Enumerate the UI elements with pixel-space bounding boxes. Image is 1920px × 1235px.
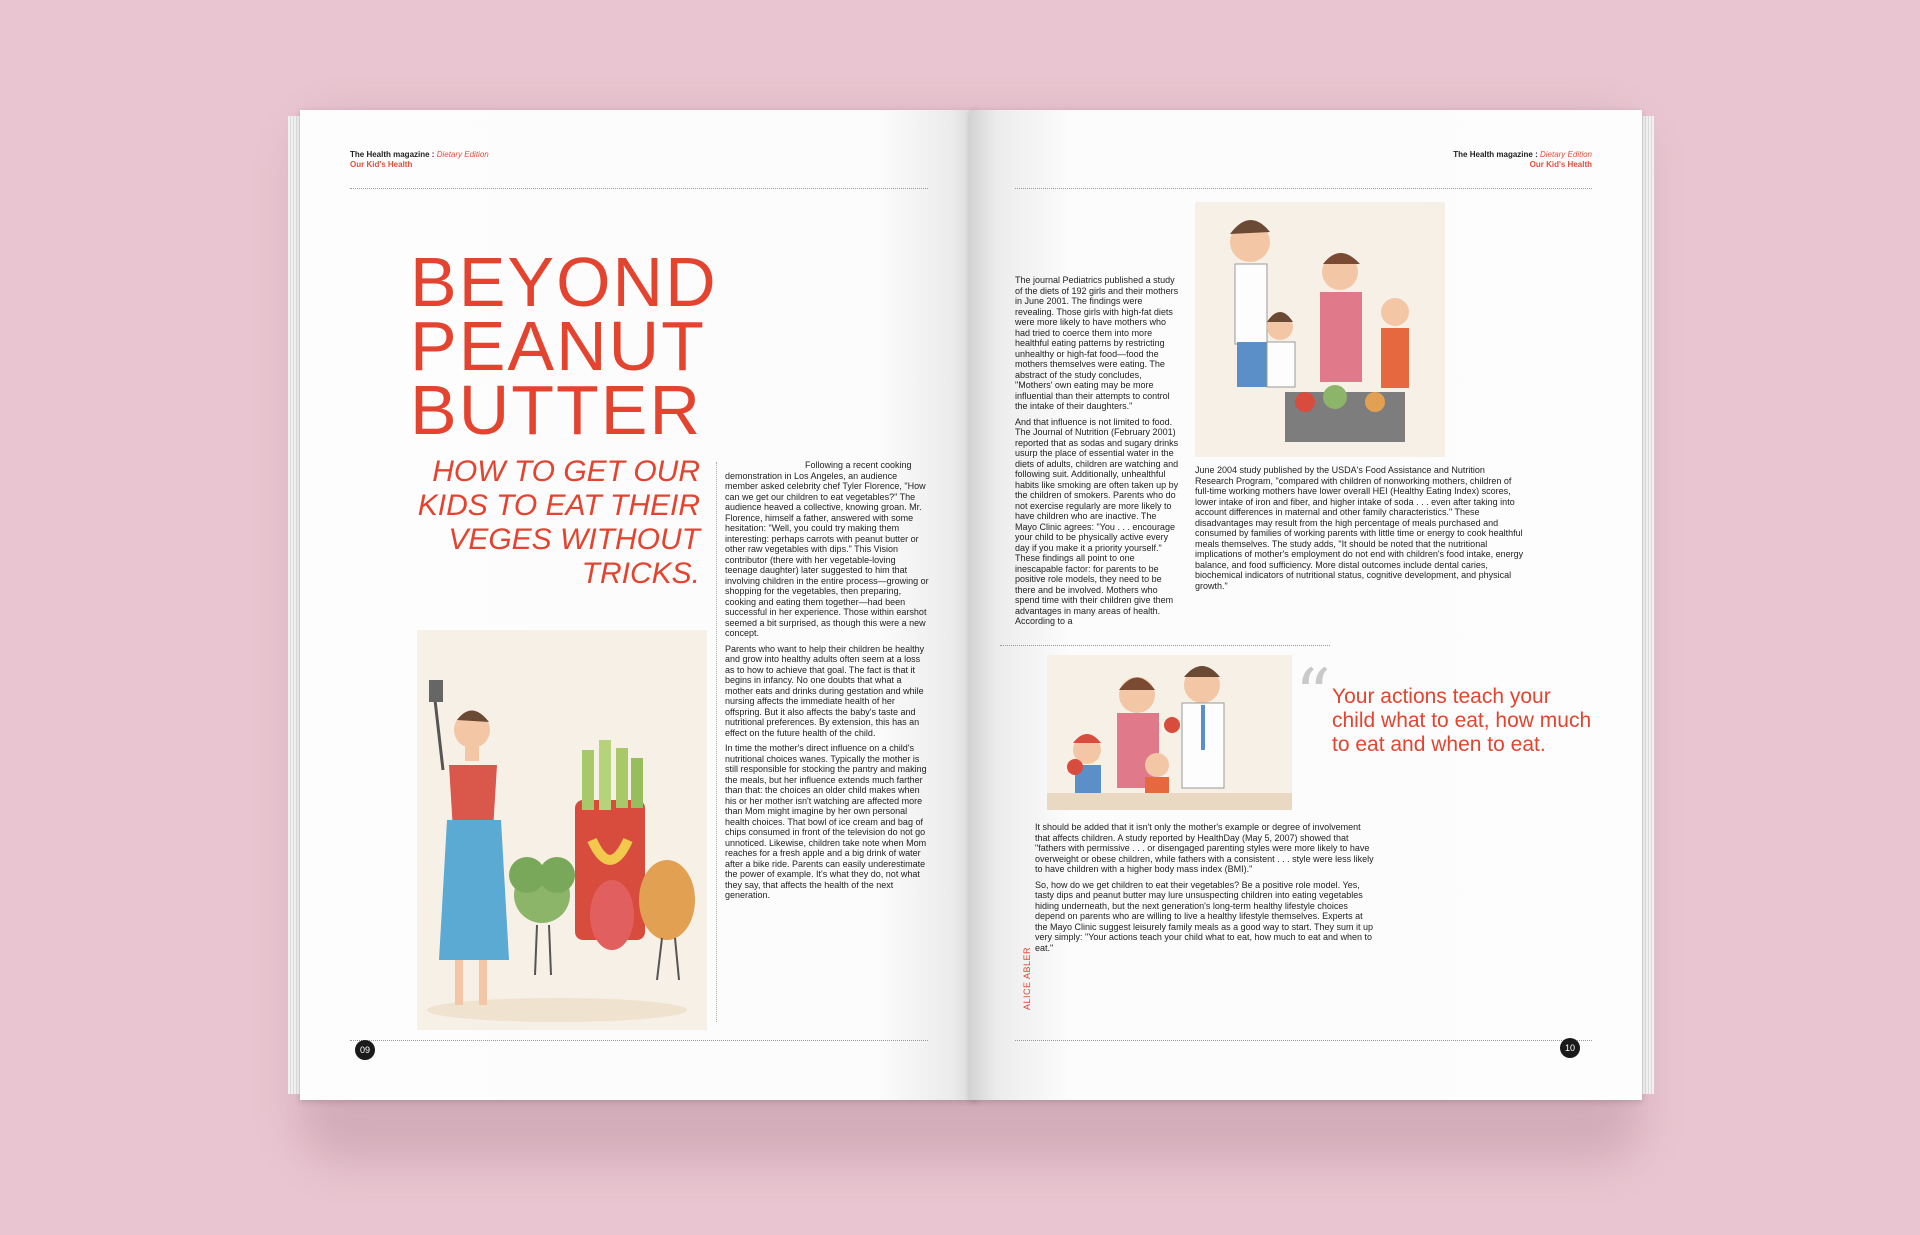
body-paragraph: Following a recent cooking demonstration in Los Angeles, an audience member asked celebrity chef Tyler Florence, "How can we get our children to eat vegetables?" The audience heaved a collective, knowing groan. Mr. Florence, himself a father, answered with some hesitation: "Well, you could try making them interesting: perhaps carrots with peanut butter or other raw vegetables with dips." This Vision contributor (there with her vegetable-loving teenage daughter) later suggested to him that involving children in the entire process—growing or shopping for the vegetables, then preparing, cooking and eating them together—had been successful in her experience. Those within earshot seemed a bit surprised, as though this were a new concept. [725, 460, 929, 638]
body-paragraph: In time the mother's direct influence on a child's nutritional choices wanes. Typically the mother is still responsible for stocking the pantry and making the meals, but her influence extends much farther than that: the choices an older child makes when his or her mother isn't watching are affected more than Mom might imagine by her own personal health choices. That bowl of ice cream and bag of chips consumed in front of the television do not go unnoticed. Likewise, children take note when Mom reaches for a fresh apple and a big drink of water after a bike ride. Parents can easily underestimate the power of example. It's what they do, not what they say, that affects the health of the next generation. [725, 743, 927, 900]
illustration-family-apples [1047, 655, 1292, 810]
header-divider [1015, 188, 1592, 189]
body-paragraph: The journal Pediatrics published a study of the diets of 192 girls and their mothers in June 2001. The findings were revealing. Those girls with high-fat diets were more likely to have mothers who had tried to coerce them into more healthful eating patterns by restricting unhealthy or high-fat food—food the mothers themselves were eating. The abstract of the study concludes, "Mothers' own eating may be more influential than their attempts to control the intake of their daughters." [1015, 275, 1179, 411]
right-body-column-3 [1035, 822, 1375, 958]
right-body-column-2 [1195, 465, 1525, 596]
edition-label: Dietary Edition [1539, 150, 1592, 159]
body-paragraph: And that influence is not limited to food. The Journal of Nutrition (February 2001) reported that as sodas and sugary drinks usurp the place of essential water in the diets of adults, children are watching and following suit. Additionally, unhealthful habits like smoking are often taken up by the children of smokers. Parents who do not exercise regularly are more likely to have children who are inactive. The Mayo Clinic agrees: "You . . . encourage your child to be physically active every day if you make it a priority yourself." These findings all point to one inescapable factor: for parents to be positive role models, they need to be there and be involved. Mothers who spend time with their children give them advantages in many areas of health. According to a [1015, 416, 1179, 626]
section-label: Our Kid's Health [1529, 160, 1592, 169]
page-number: 09 [355, 1040, 375, 1060]
left-running-header [350, 150, 489, 170]
right-running-header [1453, 150, 1592, 170]
right-page [970, 110, 1642, 1100]
body-paragraph: Parents who want to help their children be healthy and grow into healthy adults often seem at a loss as to how to achieve that goal. The fact is that it begins in infancy. No one doubts that what a mother eats and drinks during gestation and while nursing affects the immediate health of her offspring. But it also affects the baby's taste and nutritional preferences. By extension, this has an effect on the future health of the child. [725, 643, 925, 738]
pull-quote: Your actions teach your child what to eat, how much to eat and when to eat. [1332, 685, 1592, 756]
author-byline: ALICE ABLER [1022, 946, 1032, 1010]
quote-mark-icon: “ [1295, 654, 1331, 736]
page-number: 10 [1560, 1038, 1580, 1058]
right-body-column-1 [1015, 275, 1180, 632]
column-divider [716, 462, 717, 1022]
right-page-edges [1642, 116, 1654, 1094]
footer-divider [1015, 1040, 1592, 1041]
body-paragraph: It should be added that it isn't only the mother's example or degree of involvement that affects children. A study reported by HealthDay (May 5, 2007) showed that "fathers with permissive . . . or disengaged parenting styles were more likely to have overweight or obese children, while fathers with a consistent . . . style were less likely to have children with a higher body mass index (BMI)." [1035, 822, 1374, 874]
section-divider [1000, 645, 1330, 646]
body-paragraph: So, how do we get children to eat their vegetables? Be a positive role model. Yes, tasty dips and peanut butter may lure unsuspecting children into eating vegetables hiding underneath, but the next generation's long-term healthy lifestyle choices depend on parents who are willing to live a healthy lifestyle themselves. Experts at the Mayo Clinic suggest leisurely family meals as a good way to start. They sum it up very simply: "Your actions teach your child what to eat, how much to eat and when to eat." [1035, 879, 1373, 953]
edition-label: Dietary Edition [436, 150, 489, 159]
title-line: PEANUT [410, 307, 706, 385]
footer-divider [350, 1040, 928, 1041]
left-page-edges [288, 116, 300, 1094]
section-label: Our Kid's Health [350, 160, 413, 169]
header-divider [350, 188, 928, 189]
article-subtitle: HOW TO GET OUR KIDS TO EAT THEIR VEGES WITHOUT TRICKS. [417, 455, 700, 590]
magazine-name: The Health magazine : [1453, 150, 1538, 159]
left-page [300, 110, 978, 1100]
article-title [410, 243, 718, 449]
title-line: BUTTER [410, 371, 702, 449]
title-line: BEYOND [410, 243, 718, 321]
left-body-column [725, 460, 930, 906]
illustration-mother-and-vegetables [417, 630, 707, 1030]
magazine-name: The Health magazine : [350, 150, 435, 159]
body-paragraph: June 2004 study published by the USDA's Food Assistance and Nutrition Research Program, "compared with children of nonworking mothers, children of full-time working mothers have lower overall HEI (Healthy Eating Index) scores, lower intake of iron and fiber, and higher intake of soda . . . even after taking into account differences in maternal and other family characteristics." These disadvantages may result from the high percentage of meals purchased and consumed by families of working parents with little time or energy to cook healthful meals themselves. The study adds, "It should be noted that the nutritional implications of mother's employment do not end with children's food intake, energy balance, and food sufficiency. More distal outcomes include dental caries, biochemical indicators of nutritional status, cognitive development, and physical growth." [1195, 465, 1524, 591]
illustration-family-shopping [1195, 202, 1445, 457]
